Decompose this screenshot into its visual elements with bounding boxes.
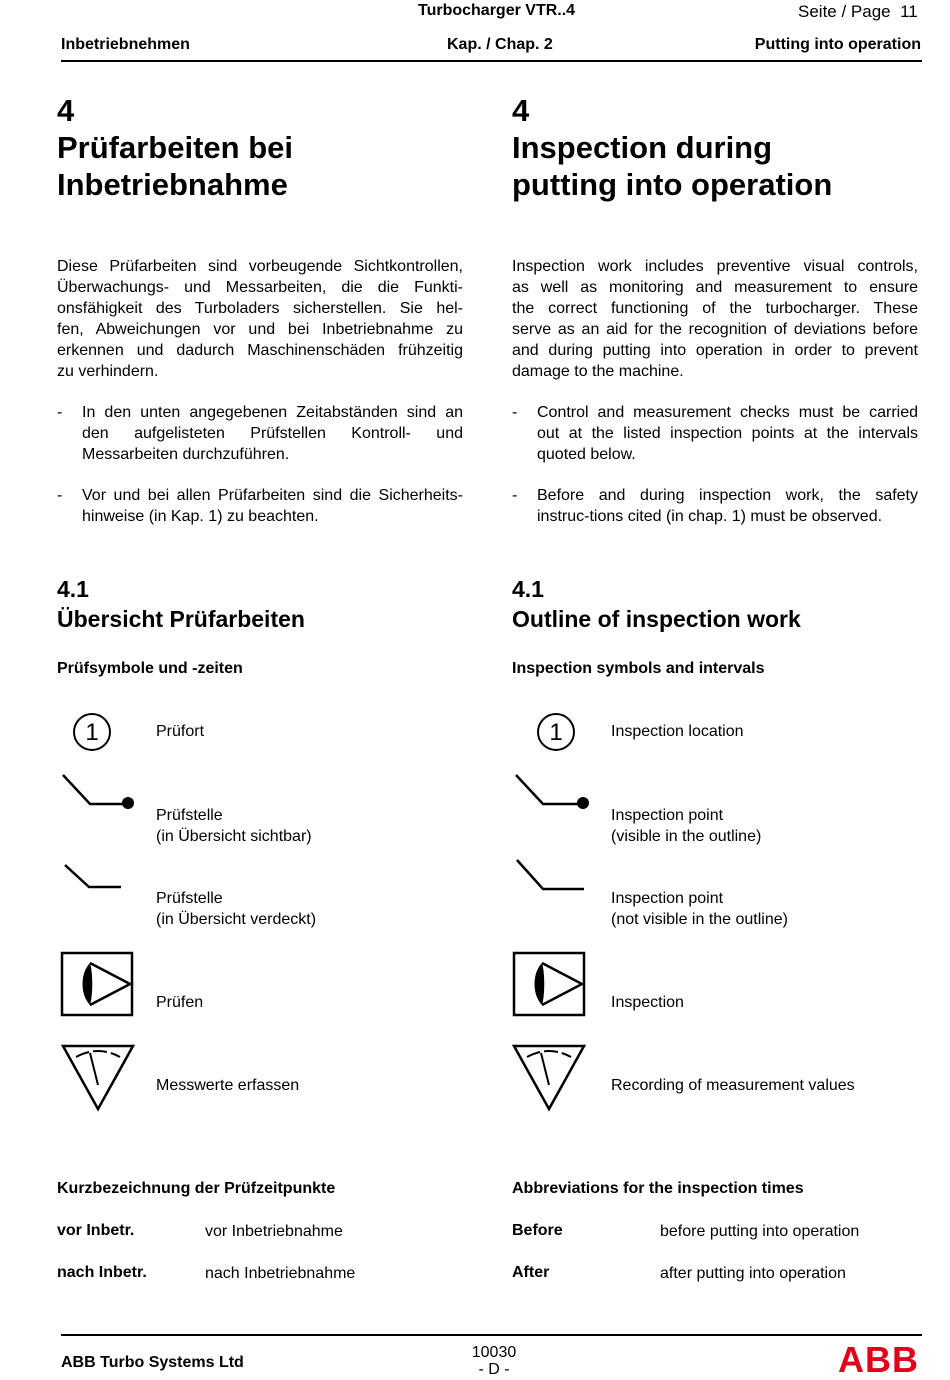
de-bullet1-line: In den unten angegebenen Zeitabständen sind an xyxy=(82,404,463,421)
en-bullet1-line: Control and measurement checks must be carried xyxy=(537,404,918,421)
de-sym-point-hidden-line2: (in Übersicht verdeckt) xyxy=(156,911,317,928)
en-abbr-value: after putting into operation xyxy=(660,1265,846,1282)
measurement-gauge-icon xyxy=(60,1043,136,1113)
footer-doc-info xyxy=(444,1344,544,1378)
en-section-title-2: putting into operation xyxy=(512,167,833,202)
location-icon xyxy=(536,712,578,754)
de-section-title-2: Inbetriebnahme xyxy=(57,167,288,202)
page-label: Seite / Page xyxy=(798,2,891,21)
inspection-eye-icon xyxy=(512,951,586,1017)
abb-logo: ABB xyxy=(838,1339,919,1380)
footer-language: - D - xyxy=(478,1361,510,1378)
de-bullet2-dash: - xyxy=(57,487,63,504)
en-sym-point-hidden-line2: (not visible in the outline) xyxy=(611,911,788,928)
en-symbols-heading: Inspection symbols and intervals xyxy=(512,660,765,677)
page-number: 11 xyxy=(900,2,918,21)
en-abbr-key: Before xyxy=(512,1222,563,1239)
inspection-point-visible-icon xyxy=(513,772,593,812)
de-subsection-number: 4.1 xyxy=(57,576,89,602)
footer-rule xyxy=(61,1334,922,1336)
de-bullet2 xyxy=(82,485,463,527)
en-bullet1 xyxy=(537,402,918,465)
header-right: Putting into operation xyxy=(754,36,921,53)
de-intro-line: erkennen und dadurch Maschinenschäden frühzeitig xyxy=(57,342,463,359)
de-sym-point-visible-line2: (in Übersicht sichtbar) xyxy=(156,828,312,845)
de-subsection-title: Übersicht Prüfarbeiten xyxy=(57,606,305,632)
location-icon-glyph: 1 xyxy=(549,719,563,746)
en-sym-point-visible-line2: (visible in the outline) xyxy=(611,828,762,845)
en-bullet2-dash: - xyxy=(512,487,518,504)
de-intro-line: Diese Prüfarbeiten sind vorbeugende Sichtkontrollen, xyxy=(57,258,463,275)
inspection-point-hidden-icon xyxy=(514,857,588,893)
de-bullet1-dash: - xyxy=(57,404,63,421)
header-title: Turbocharger VTR..4 xyxy=(418,2,576,19)
en-sym-point-visible-line1: Inspection point xyxy=(611,807,724,824)
de-bullet2-line: Vor und bei allen Prüfarbeiten sind die Sicherheits- xyxy=(82,487,463,504)
de-bullet2-line: hinweise (in Kap. 1) zu beachten. xyxy=(82,508,319,525)
en-sym-location-label: Inspection location xyxy=(611,723,744,740)
location-icon xyxy=(72,712,114,754)
en-bullet1-line: quoted below. xyxy=(537,446,636,463)
footer-doc-number: 10030 xyxy=(471,1344,517,1361)
de-sym-inspection-label: Prüfen xyxy=(156,994,204,1011)
de-sym-location-label: Prüfort xyxy=(156,723,205,740)
de-intro-line: zu verhindern. xyxy=(57,363,159,380)
en-intro-line: damage to the machine. xyxy=(512,363,684,380)
de-abbr-heading: Kurzbezeichnung der Prüfzeitpunkte xyxy=(57,1180,336,1197)
inspection-eye-icon xyxy=(60,951,134,1017)
en-abbr-heading: Abbreviations for the inspection times xyxy=(512,1180,804,1197)
de-sym-measure-label: Messwerte erfassen xyxy=(156,1077,300,1094)
de-intro-line: Überwachungs- und Messarbeiten, die die Funkti- xyxy=(57,279,463,296)
en-bullet2-line: Before and during inspection work, the safety xyxy=(537,487,918,504)
en-intro-line: Inspection work includes preventive visual controls, xyxy=(512,258,918,275)
de-sym-point-visible-label xyxy=(156,805,312,847)
inspection-point-hidden-icon xyxy=(62,862,126,892)
de-abbr-key: vor Inbetr. xyxy=(57,1222,135,1239)
en-abbr-key: After xyxy=(512,1264,550,1281)
en-subsection-title: Outline of inspection work xyxy=(512,606,801,632)
en-section-heading xyxy=(512,92,922,203)
en-intro-line: serve as an aid for the recognition of deviations before xyxy=(512,321,918,338)
de-bullet1-line: den aufgelisteten Prüfstellen Kontroll- und xyxy=(82,425,463,442)
en-intro xyxy=(512,256,918,382)
footer-company: ABB Turbo Systems Ltd xyxy=(61,1354,244,1371)
en-sym-point-visible-label xyxy=(611,805,761,847)
de-intro-line: onsfähigkeit des Turboladers sicherstellen. Sie hel- xyxy=(57,300,463,317)
en-section-title-1: Inspection during xyxy=(512,130,773,165)
page-indicator xyxy=(798,2,918,22)
en-intro-line: as well as monitoring and measurement to ensure xyxy=(512,279,918,296)
en-bullet1-line: out at the listed inspection points at the intervals xyxy=(537,425,918,442)
en-bullet2 xyxy=(537,485,918,527)
de-subsection-heading xyxy=(57,574,305,634)
header-rule xyxy=(61,60,922,62)
de-sym-point-hidden-line1: Prüfstelle xyxy=(156,890,223,907)
de-section-number: 4 xyxy=(57,93,75,128)
en-abbr-value: before putting into operation xyxy=(660,1223,860,1240)
en-subsection-number: 4.1 xyxy=(512,576,544,602)
de-sym-point-visible-line1: Prüfstelle xyxy=(156,807,223,824)
en-intro-line: and during putting into operation in order to prevent xyxy=(512,342,918,359)
header-left: Inbetriebnehmen xyxy=(61,36,190,53)
en-bullet2-line: instruc-tions cited (in chap. 1) must be observed. xyxy=(537,508,883,525)
de-sym-point-hidden-label xyxy=(156,888,316,930)
header-center: Kap. / Chap. 2 xyxy=(447,36,553,53)
en-sym-inspection-label: Inspection xyxy=(611,994,684,1011)
de-section-title-1: Prüfarbeiten bei xyxy=(57,130,293,165)
en-subsection-heading xyxy=(512,574,801,634)
en-sym-point-hidden-line1: Inspection point xyxy=(611,890,724,907)
inspection-point-visible-icon xyxy=(60,772,140,812)
en-sym-measure-label: Recording of measurement values xyxy=(611,1077,855,1094)
en-sym-point-hidden-label xyxy=(611,888,788,930)
de-bullet1 xyxy=(82,402,463,465)
de-abbr-value: vor Inbetriebnahme xyxy=(205,1223,343,1240)
en-bullet1-dash: - xyxy=(512,404,518,421)
de-section-heading xyxy=(57,92,457,203)
de-symbols-heading: Prüfsymbole und -zeiten xyxy=(57,660,243,677)
de-intro-line: fen, Abweichungen vor und bei Inbetriebnahme zu xyxy=(57,321,463,338)
de-bullet1-line: Messarbeiten durchzuführen. xyxy=(82,446,290,463)
measurement-gauge-icon xyxy=(511,1043,587,1113)
de-abbr-value: nach Inbetriebnahme xyxy=(205,1265,356,1282)
location-icon-glyph: 1 xyxy=(85,719,99,746)
de-abbr-key: nach Inbetr. xyxy=(57,1264,147,1281)
en-intro-line: the correct functioning of the turbocharger. These xyxy=(512,300,918,317)
de-intro xyxy=(57,256,463,382)
en-section-number: 4 xyxy=(512,93,530,128)
